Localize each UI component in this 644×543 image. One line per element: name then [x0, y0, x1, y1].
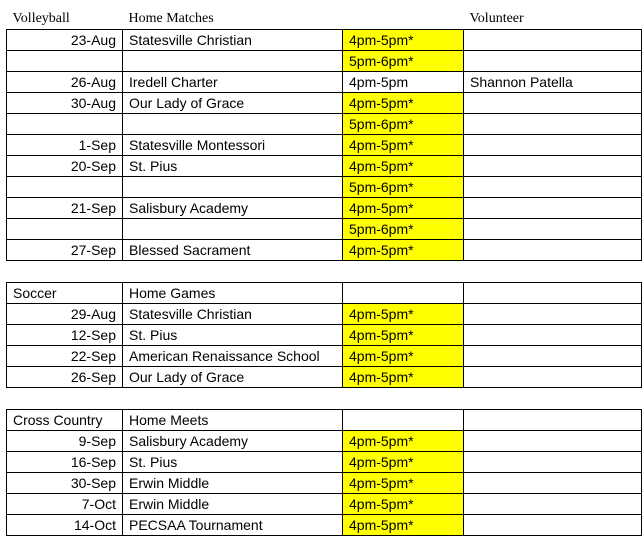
volunteer-cell[interactable]: [464, 367, 642, 388]
table-row: [7, 494, 642, 515]
table-row: [7, 93, 642, 114]
volunteer-cell[interactable]: [464, 240, 642, 261]
opponent-cell: [123, 219, 343, 240]
time-slot-cell[interactable]: 4pm-5pm*: [343, 367, 464, 388]
time-header-cell: [343, 8, 464, 30]
opponent-cell: Statesville Christian: [123, 30, 343, 51]
volunteer-cell[interactable]: [464, 431, 642, 452]
date-cell: 26-Aug: [7, 72, 123, 93]
date-cell: 16-Sep: [7, 452, 123, 473]
volunteer-cell[interactable]: [464, 452, 642, 473]
section-name: Cross Country: [7, 410, 123, 431]
time-slot-cell[interactable]: 4pm-5pm*: [343, 473, 464, 494]
opponent-cell: Our Lady of Grace: [123, 93, 343, 114]
date-cell: 22-Sep: [7, 346, 123, 367]
sheet-body: [7, 8, 642, 536]
time-slot-cell[interactable]: 4pm-5pm*: [343, 304, 464, 325]
section-name: Soccer: [7, 283, 123, 304]
volunteer-header: Volunteer: [469, 10, 524, 26]
date-cell: 27-Sep: [7, 240, 123, 261]
opponent-cell: Blessed Sacrament: [123, 240, 343, 261]
table-row: [7, 30, 642, 51]
time-slot-cell[interactable]: 4pm-5pm*: [343, 135, 464, 156]
date-cell: [7, 51, 123, 72]
date-cell: 26-Sep: [7, 367, 123, 388]
time-slot-cell[interactable]: 5pm-6pm*: [343, 114, 464, 135]
volunteer-header: [464, 410, 642, 431]
date-cell: 30-Aug: [7, 93, 123, 114]
table-row: [7, 304, 642, 325]
volunteer-cell[interactable]: [464, 30, 642, 51]
section-spacer: [7, 261, 642, 283]
section-header-row: [7, 8, 642, 30]
section-name: Volleyball: [12, 10, 70, 26]
opponent-cell: [123, 51, 343, 72]
opponent-cell: St. Pius: [123, 452, 343, 473]
time-slot-cell[interactable]: 4pm-5pm*: [343, 240, 464, 261]
time-slot-cell[interactable]: 4pm-5pm*: [343, 494, 464, 515]
volunteer-cell[interactable]: [464, 219, 642, 240]
date-cell: 12-Sep: [7, 325, 123, 346]
table-row: [7, 219, 642, 240]
time-slot-cell[interactable]: 4pm-5pm*: [343, 431, 464, 452]
volunteer-cell[interactable]: [464, 51, 642, 72]
opponent-cell: Erwin Middle: [123, 494, 343, 515]
time-slot-cell[interactable]: 4pm-5pm*: [343, 156, 464, 177]
empty-cell: [464, 261, 642, 283]
date-cell: 30-Sep: [7, 473, 123, 494]
date-cell: 1-Sep: [7, 135, 123, 156]
section-spacer: [7, 388, 642, 410]
empty-cell: [343, 261, 464, 283]
volunteer-cell[interactable]: [464, 156, 642, 177]
section-header-row: [7, 410, 642, 431]
table-row: [7, 367, 642, 388]
time-slot-cell[interactable]: 5pm-6pm*: [343, 177, 464, 198]
time-slot-cell[interactable]: 5pm-6pm*: [343, 51, 464, 72]
opponent-cell: Our Lady of Grace: [123, 367, 343, 388]
table-row: [7, 156, 642, 177]
volunteer-cell[interactable]: [464, 515, 642, 536]
time-slot-cell[interactable]: 4pm-5pm*: [343, 93, 464, 114]
section-column-header: Home Games: [123, 283, 343, 304]
time-slot-cell[interactable]: 4pm-5pm*: [343, 515, 464, 536]
time-slot-cell[interactable]: 5pm-6pm*: [343, 219, 464, 240]
volunteer-cell[interactable]: Shannon Patella: [464, 72, 642, 93]
date-cell: 9-Sep: [7, 431, 123, 452]
volunteer-cell[interactable]: [464, 198, 642, 219]
table-row: [7, 198, 642, 219]
volunteer-schedule-sheet: [6, 8, 642, 536]
table-row: [7, 325, 642, 346]
volunteer-cell[interactable]: [464, 135, 642, 156]
opponent-cell: [123, 177, 343, 198]
time-slot-cell[interactable]: 4pm-5pm*: [343, 346, 464, 367]
date-cell: 14-Oct: [7, 515, 123, 536]
volunteer-cell[interactable]: [464, 346, 642, 367]
time-header-cell: [343, 283, 464, 304]
empty-cell: [7, 388, 123, 410]
volunteer-cell[interactable]: [464, 473, 642, 494]
table-row: [7, 177, 642, 198]
table-row: [7, 452, 642, 473]
table-row: [7, 515, 642, 536]
volunteer-cell[interactable]: [464, 93, 642, 114]
table-row: [7, 51, 642, 72]
opponent-cell: [123, 114, 343, 135]
date-cell: 21-Sep: [7, 198, 123, 219]
section-column-header: Home Meets: [123, 410, 343, 431]
date-cell: [7, 219, 123, 240]
time-slot-cell[interactable]: 4pm-5pm*: [343, 325, 464, 346]
opponent-cell: American Renaissance School: [123, 346, 343, 367]
volunteer-cell[interactable]: [464, 304, 642, 325]
table-row: [7, 114, 642, 135]
empty-cell: [123, 388, 343, 410]
opponent-cell: Salisbury Academy: [123, 198, 343, 219]
table-row: [7, 346, 642, 367]
time-header-cell: [343, 410, 464, 431]
date-cell: [7, 177, 123, 198]
volunteer-cell[interactable]: [464, 114, 642, 135]
table-row: [7, 473, 642, 494]
opponent-cell: Erwin Middle: [123, 473, 343, 494]
volunteer-cell[interactable]: [464, 325, 642, 346]
section-column-header: Home Matches: [128, 10, 214, 26]
time-slot-cell[interactable]: 4pm-5pm: [343, 72, 464, 93]
volunteer-cell[interactable]: [464, 177, 642, 198]
empty-cell: [123, 261, 343, 283]
table-row: [7, 431, 642, 452]
empty-cell: [464, 388, 642, 410]
table-row: [7, 240, 642, 261]
time-slot-cell[interactable]: 4pm-5pm*: [343, 30, 464, 51]
date-cell: [7, 114, 123, 135]
opponent-cell: St. Pius: [123, 156, 343, 177]
date-cell: 29-Aug: [7, 304, 123, 325]
date-cell: 20-Sep: [7, 156, 123, 177]
time-slot-cell[interactable]: 4pm-5pm*: [343, 452, 464, 473]
opponent-cell: Iredell Charter: [123, 72, 343, 93]
time-slot-cell[interactable]: 4pm-5pm*: [343, 198, 464, 219]
empty-cell: [343, 388, 464, 410]
volunteer-cell[interactable]: [464, 494, 642, 515]
volunteer-header: [464, 283, 642, 304]
opponent-cell: PECSAA Tournament: [123, 515, 343, 536]
table-row: [7, 72, 642, 93]
opponent-cell: Salisbury Academy: [123, 431, 343, 452]
date-cell: 7-Oct: [7, 494, 123, 515]
table-row: [7, 135, 642, 156]
date-cell: 23-Aug: [7, 30, 123, 51]
opponent-cell: Statesville Montessori: [123, 135, 343, 156]
empty-cell: [7, 261, 123, 283]
section-header-row: [7, 283, 642, 304]
opponent-cell: Statesville Christian: [123, 304, 343, 325]
opponent-cell: St. Pius: [123, 325, 343, 346]
